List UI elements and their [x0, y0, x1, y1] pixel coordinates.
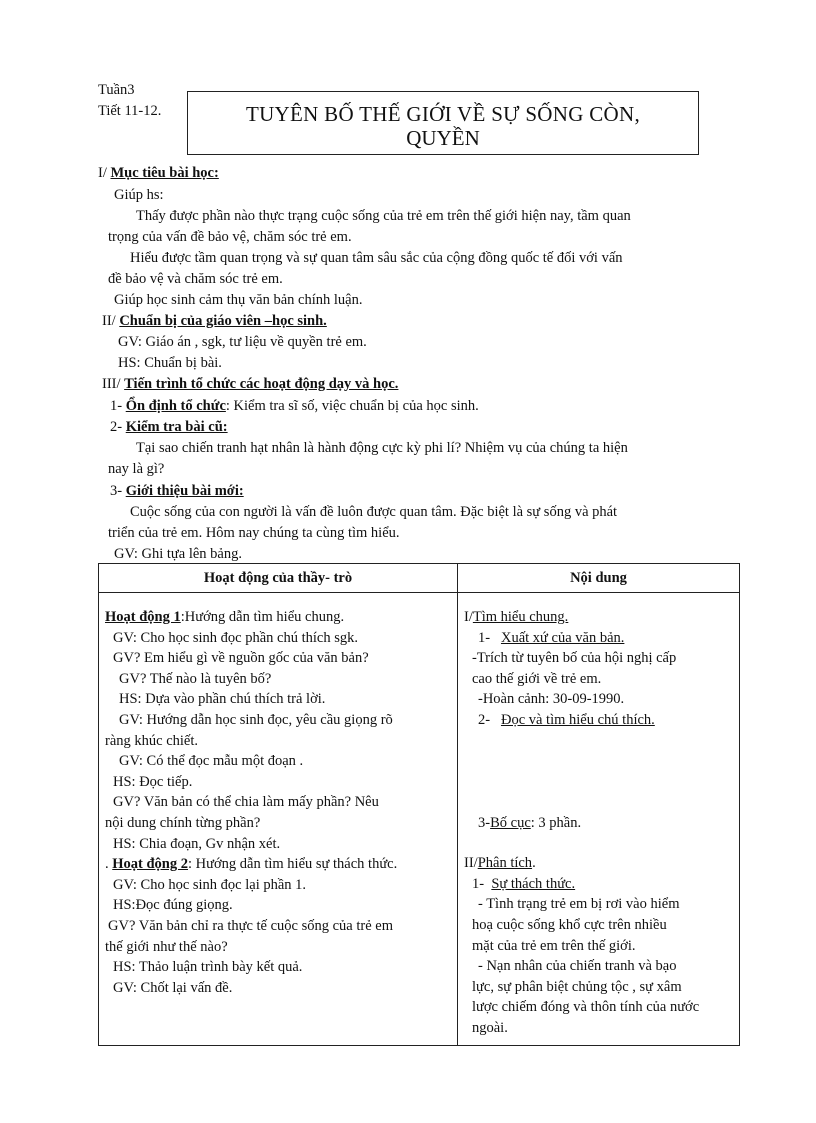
- content-item-2-title: Đọc và tìm hiểu chú thích.: [500, 711, 655, 728]
- section-2-roman: II/: [102, 313, 116, 329]
- content-sub-1-number: 1-: [472, 875, 485, 892]
- activity-line: HS: Thảo luận trình bày kết quả.: [113, 959, 303, 976]
- activity-line: nội dung chính từng phần?: [105, 814, 261, 831]
- table-body-row: [99, 593, 740, 1046]
- prep-line-student: HS: Chuẩn bị bài.: [118, 355, 222, 371]
- content-sub-1: [464, 874, 735, 895]
- lesson-title-line-1: TUYÊN BỐ THẾ GIỚI VỀ SỰ SỐNG CÒN,: [245, 102, 641, 126]
- section-1-roman: I/: [98, 165, 107, 181]
- section-2-heading: [102, 311, 327, 331]
- section-3-roman: III/: [102, 376, 121, 392]
- content-item-3: [464, 813, 735, 834]
- section-3-heading: [102, 374, 398, 394]
- content-section-2: [464, 853, 735, 874]
- activity-line: GV? Em hiểu gì về nguồn gốc của văn bản?: [113, 650, 369, 667]
- content-cell: [458, 593, 740, 1046]
- origin-line: -Trích từ tuyên bố của hội nghị cấp: [472, 650, 677, 667]
- section-1-heading: [98, 163, 219, 183]
- content-item-2-number: 2-: [478, 711, 491, 728]
- activity-1-desc: :Hướng dẫn tìm hiểu chung.: [180, 609, 345, 625]
- activities-cell: [99, 593, 458, 1046]
- activity-line: HS:Đọc đúng giọng.: [113, 897, 233, 914]
- step-3-number: 3-: [110, 483, 123, 499]
- section-2-title: Chuẩn bị của giáo viên –học sinh.: [119, 313, 327, 329]
- col-header-activities: Hoạt động của thầy- trò: [99, 564, 458, 593]
- origin-line: -Hoàn cảnh: 30-09-1990.: [478, 691, 625, 708]
- activity-line: GV: Cho học sinh đọc phần chú thích sgk.: [113, 629, 358, 646]
- content-sub-1-title: Sự thách thức.: [491, 875, 576, 892]
- challenge-line: - Tình trạng trẻ em bị rơi vào hiểm: [478, 896, 680, 913]
- period-label: Tiết 11-12.: [98, 103, 162, 119]
- spacer: [464, 731, 735, 813]
- objective-intro: Giúp hs:: [114, 187, 164, 203]
- activity-line: HS: Đọc tiếp.: [113, 773, 193, 790]
- spacer: [464, 833, 735, 853]
- step-1-title: Ổn định tổ chức: [125, 398, 226, 414]
- challenge-line: hoạ cuộc sống khổ cực trên nhiều: [472, 916, 667, 933]
- review-question-line: Tại sao chiến tranh hạt nhân là hành động cực kỳ phi lí? Nhiệm vụ của chúng ta hiện: [136, 440, 628, 456]
- content-item-3-number: 3-: [478, 814, 491, 831]
- step-2-number: 2-: [110, 419, 123, 435]
- lesson-table: [98, 563, 740, 1046]
- objective-line: trọng của vấn đề bảo vệ, chăm sóc trẻ em.: [108, 229, 352, 245]
- activity-line: HS: Chia đoạn, Gv nhận xét.: [113, 835, 281, 852]
- content-section-1: [464, 607, 735, 628]
- activity-line: HS: Dựa vào phần chú thích trả lời.: [119, 691, 326, 708]
- activity-line: ràng khúc chiết.: [105, 732, 199, 749]
- review-question-line: nay là gì?: [108, 461, 165, 477]
- challenge-line: lực, sự phân biệt chủng tộc , sự xâm: [472, 978, 682, 995]
- section-3-title: Tiến trình tổ chức các hoạt động dạy và học.: [124, 376, 399, 392]
- activity-1-heading: [105, 607, 453, 628]
- content-section-2-roman: II/: [464, 855, 478, 872]
- prep-line-teacher: GV: Giáo án , sgk, tư liệu về quyền trẻ em.: [118, 334, 367, 350]
- step-2-title: Kiểm tra bài cũ:: [125, 419, 228, 435]
- objective-line: Giúp học sinh cảm thụ văn bản chính luận.: [114, 292, 363, 308]
- challenge-line: ngoài.: [472, 1019, 508, 1036]
- content-item-1: [464, 628, 735, 649]
- step-2: [110, 417, 228, 437]
- objective-line: Hiểu được tầm quan trọng và sự quan tâm sâu sắc của cộng đồng quốc tế đối với vấn: [130, 250, 623, 266]
- activity-line: GV: Chốt lại vấn đề.: [113, 979, 233, 996]
- activity-line: GV: Hướng dẫn học sinh đọc, yêu cầu giọng rõ: [119, 711, 393, 728]
- step-3-title: Giới thiệu bài mới:: [125, 483, 244, 499]
- lesson-title-box: [187, 91, 699, 155]
- activity-line: GV? Thế nào là tuyên bố?: [119, 670, 272, 687]
- week-label: Tuần3: [98, 82, 135, 98]
- intro-line: GV: Ghi tựa lên bảng.: [114, 546, 242, 562]
- content-item-2: [464, 710, 735, 731]
- activity-line: GV: Có thể đọc mẫu một đoạn .: [119, 753, 304, 770]
- lesson-title-line-2: QUYỀN: [406, 126, 480, 150]
- challenge-line: - Nạn nhân của chiến tranh và bạo: [478, 958, 677, 975]
- objective-line: Thấy được phần nào thực trạng cuộc sống của trẻ em trên thế giới hiện nay, tầm quan: [136, 208, 631, 224]
- content-item-1-title: Xuất xứ của văn bản.: [500, 629, 625, 646]
- activity-1-title: Hoạt động 1: [105, 609, 181, 625]
- table-header-row: [99, 564, 740, 593]
- activity-2-heading: [105, 854, 453, 875]
- content-section-2-suffix: .: [532, 855, 536, 872]
- content-section-2-title: Phân tích: [477, 855, 533, 872]
- activity-line: GV? Văn bản chỉ ra thực tế cuộc sống của trẻ em: [108, 917, 393, 934]
- activity-2-prefix: .: [105, 856, 109, 873]
- intro-line: Cuộc sống của con người là vấn đề luôn được quan tâm. Đặc biệt là sự sống và phát: [130, 504, 618, 520]
- activity-line: thế giới như thế nào?: [105, 938, 228, 955]
- step-1-number: 1-: [110, 398, 123, 414]
- activity-2-desc: : Hướng dẫn tìm hiểu sự thách thức.: [188, 856, 398, 873]
- content-item-3-text: : 3 phần.: [530, 814, 582, 831]
- content-section-1-title: Tìm hiểu chung.: [472, 609, 569, 625]
- activity-2-title: Hoạt động 2: [112, 856, 188, 873]
- section-1-title: Mục tiêu bài học:: [110, 165, 219, 181]
- step-3: [110, 481, 244, 501]
- col-header-content: Nội dung: [458, 564, 740, 593]
- content-item-1-number: 1-: [478, 629, 491, 646]
- activity-line: GV: Cho học sinh đọc lại phần 1.: [113, 876, 307, 893]
- challenge-line: mặt của trẻ em trên thế giới.: [472, 937, 636, 954]
- content-item-3-title: Bố cục: [490, 814, 531, 831]
- content-section-1-roman: I/: [464, 609, 473, 625]
- activity-line: GV? Văn bản có thể chia làm mấy phần? Nêu: [113, 794, 379, 811]
- origin-line: cao thế giới về trẻ em.: [472, 670, 602, 687]
- step-1: [110, 396, 479, 416]
- challenge-line: lược chiếm đóng và thôn tính của nước: [472, 999, 700, 1016]
- step-1-text: : Kiểm tra sĩ số, việc chuẩn bị của học sinh.: [225, 398, 479, 414]
- objective-line: đề bảo vệ và chăm sóc trẻ em.: [108, 271, 283, 287]
- intro-line: triển của trẻ em. Hôm nay chúng ta cùng tìm hiểu.: [108, 525, 400, 541]
